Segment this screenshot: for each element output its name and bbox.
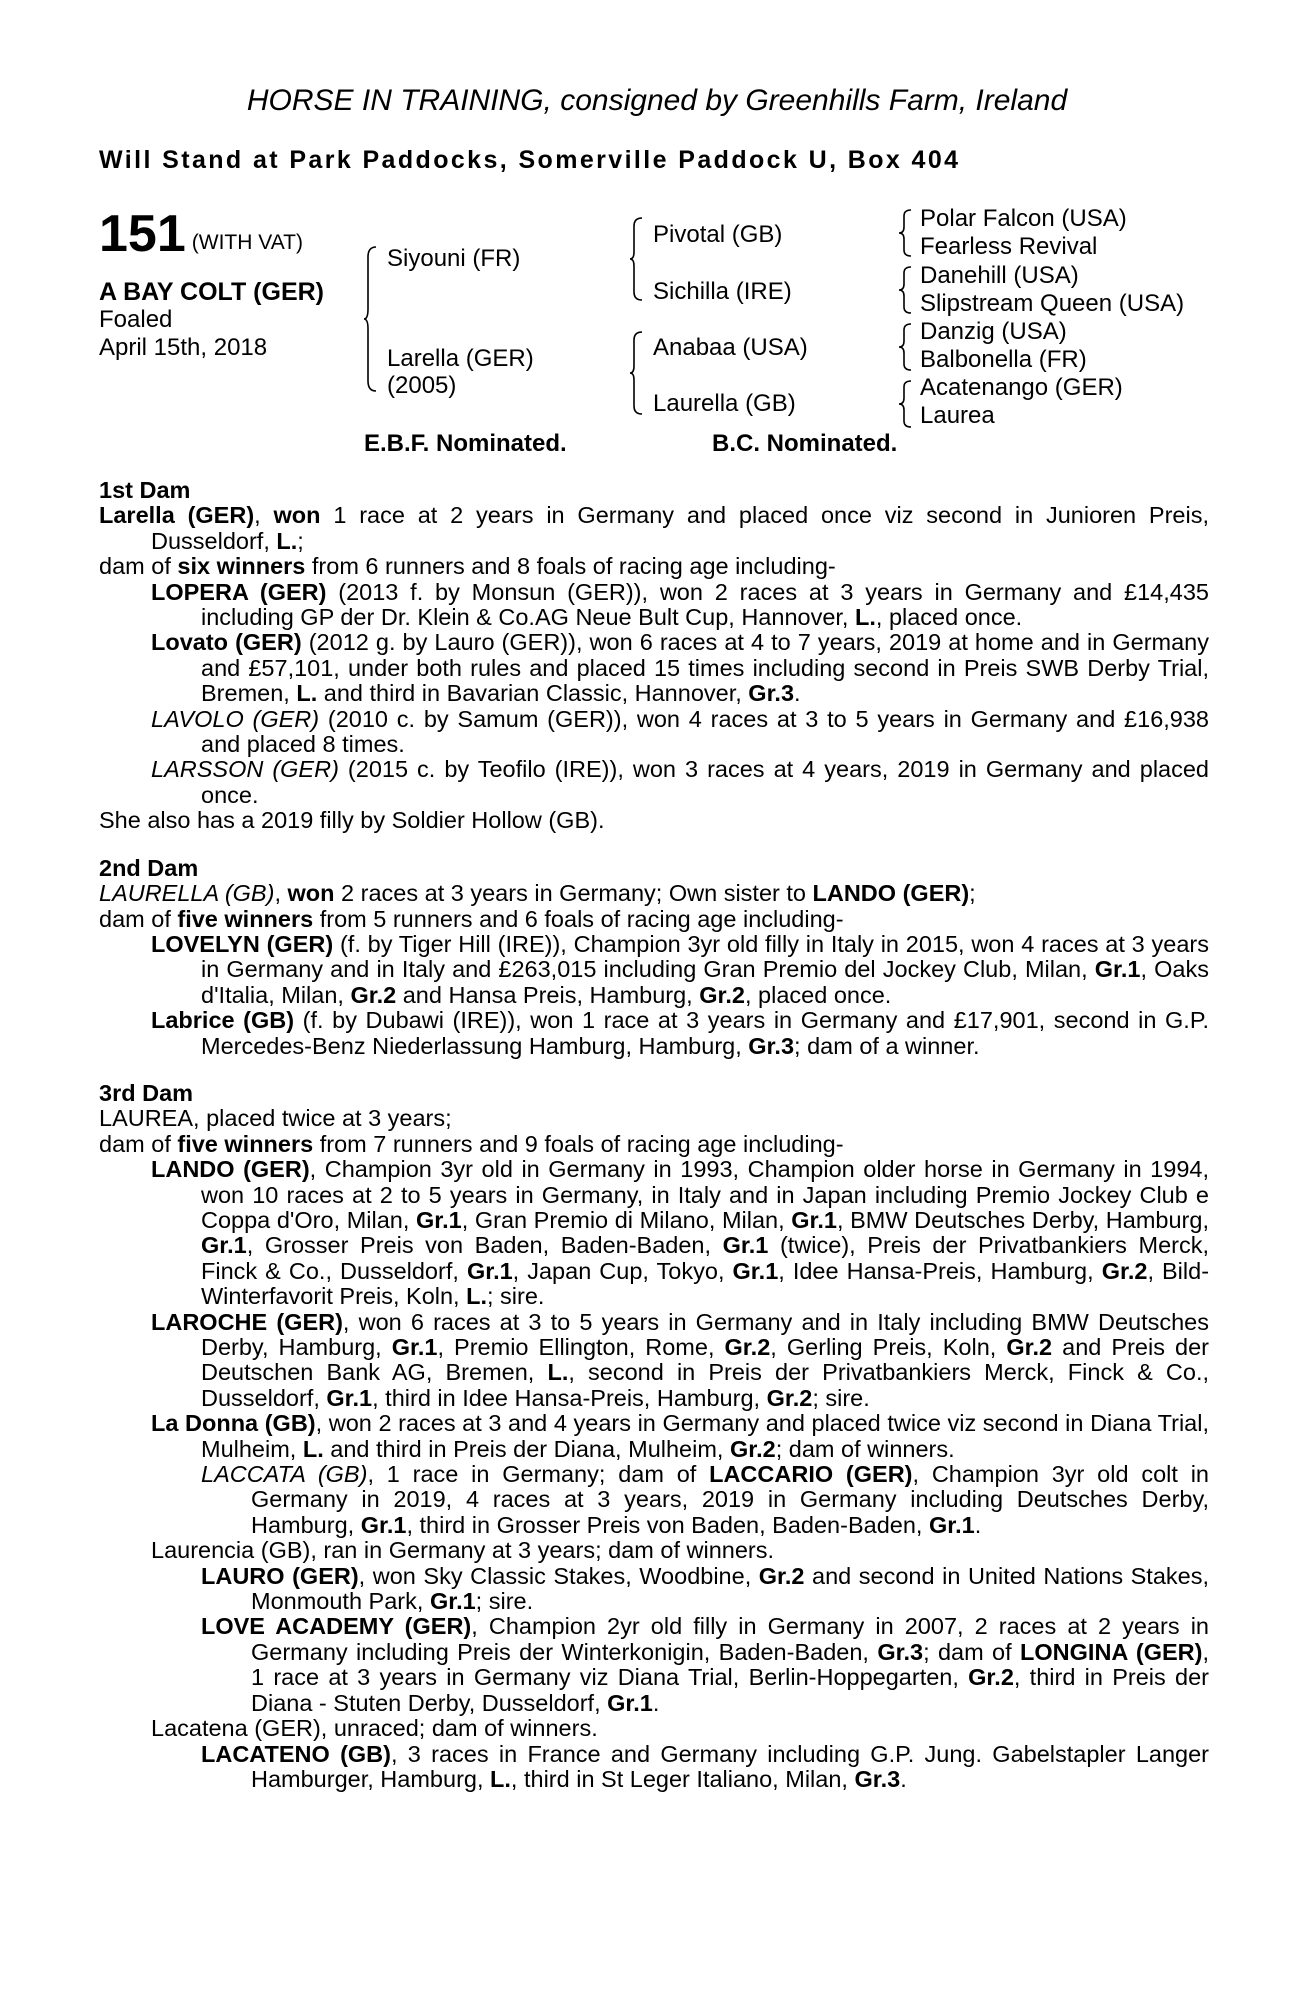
sire-dam-brace: [364, 245, 378, 393]
pedigree-dam: Larella (GER): [387, 345, 534, 372]
pedigree-dam-year: (2005): [387, 372, 457, 399]
produce-lopera: LOPERA (GER) (2013 f. by Monsun (GER)), won 2 races at 3 years in Germany and £14,435 including GP der Dr. Klein & Co.AG Neue Bult Cup, Hannover, L., placed once.: [151, 578, 1209, 631]
pedigree-dsd: Balbonella (FR): [920, 346, 1087, 373]
foaled-date: April 15th, 2018: [99, 334, 268, 361]
produce-larsson: LARSSON (GER) (2015 c. by Teofilo (IRE)), won 3 races at 4 years, 2019 in Germany and placed once.: [151, 756, 1209, 808]
first-dam-produce-intro: dam of six winners from 6 runners and 8 foals of racing age including-: [99, 553, 836, 580]
foaled-label: Foaled: [99, 306, 173, 333]
produce-lavolo: LAVOLO (GER) (2010 c. by Samum (GER)), won 4 races at 3 to 5 years in Germany and £16,938 and placed 8 times.: [151, 705, 1209, 758]
first-dam-paragraph: Larella (GER), won 1 race at 2 years in Germany and placed once viz second in Junioren Preis, Dusseldorf, L.;: [99, 502, 1209, 554]
pedigree-dds: Acatenango (GER): [920, 374, 1123, 401]
pedigree-ssd: Fearless Revival: [920, 233, 1098, 260]
anabaa-brace: [899, 322, 913, 372]
pedigree-ddd: Laurea: [920, 402, 995, 429]
produce-la-donna: La Donna (GB), won 2 races at 3 and 4 years in Germany and placed twice viz second in Diana Trial, Mulheim, L. and third in Preis der Diana, Mulheim, Gr.2; dam of winners.: [151, 1410, 1209, 1462]
produce-lovato: Lovato (GER) (2012 g. by Lauro (GER)), won 6 races at 4 to 7 years, 2019 at home and in Germany and £57,101, under both rules and placed 15 times including second in Preis SWB Derby Trial, Bremen, L. and third in Bavarian Classic, Hannover, Gr.3.: [151, 629, 1210, 707]
lot-number-line: [99, 205, 303, 263]
third-dam-heading: 3rd Dam: [99, 1079, 194, 1106]
sire-parents-brace: [630, 216, 644, 302]
lot-number: 151: [99, 205, 186, 263]
pedigree-sss: Polar Falcon (USA): [920, 205, 1127, 232]
horse-name: A BAY COLT (GER): [99, 278, 325, 306]
dam-parents-brace: [630, 330, 644, 416]
pedigree-sds: Danehill (USA): [920, 262, 1079, 289]
vat-note: (WITH VAT): [191, 230, 303, 254]
produce-lauro: LAURO (GER), won Sky Classic Stakes, Woodbine, Gr.2 and second in United Nations Stakes, Monmouth Park, Gr.1; sire.: [201, 1562, 1210, 1615]
produce-lovelyn: LOVELYN (GER) (f. by Tiger Hill (IRE)), Champion 3yr old filly in Italy in 2015, won 4 races at 3 years in Germany and in Italy and £263,015 including Gran Premio del Jockey Club, Milan, Gr.1, Oaks d'Italia, Milan, Gr.2 and Hansa Preis, Hamburg, Gr.2, placed once.: [151, 930, 1209, 1008]
laurella-brace: [899, 379, 913, 429]
pedigree-dam-dam: Laurella (GB): [653, 390, 796, 417]
second-dam-heading: 2nd Dam: [99, 854, 199, 881]
produce-labrice: Labrice (GB) (f. by Dubawi (IRE)), won 1 race at 3 years in Germany and £17,901, second in G.P. Mercedes-Benz Niederlassung Hamburg, Hamburg, Gr.3; dam of a winner.: [151, 1007, 1209, 1059]
page-title: HORSE IN TRAINING, consigned by Greenhills Farm, Ireland: [246, 84, 1068, 117]
first-dam-note: She also has a 2019 filly by Soldier Hollow (GB).: [99, 807, 605, 834]
produce-laroche: LAROCHE (GER), won 6 races at 3 to 5 years in Germany and in Italy including BMW Deutsches Derby, Hamburg, Gr.1, Premio Ellington, Rome, Gr.2, Gerling Preis, Koln, Gr.2 and Preis der Deutschen Bank AG, Bremen, L., second in Preis der Privatbankiers Merck, Finck & Co., Dusseldorf, Gr.1, third in Idee Hansa-Preis, Hamburg, Gr.2; sire.: [151, 1308, 1210, 1411]
pedigree-sdd: Slipstream Queen (USA): [920, 290, 1185, 317]
pedigree-sire-dam: Sichilla (IRE): [653, 278, 792, 305]
second-dam-produce-intro: dam of five winners from 5 runners and 6 foals of racing age including-: [99, 905, 844, 932]
second-dam-paragraph: LAURELLA (GB), won 2 races at 3 years in Germany; Own sister to LANDO (GER);: [99, 880, 976, 907]
stand-location: Will Stand at Park Paddocks, Somerville Paddock U, Box 404: [99, 146, 961, 174]
produce-laurencia: Laurencia (GB), ran in Germany at 3 years; dam of winners.: [151, 1537, 775, 1564]
pedigree-sire: Siyouni (FR): [387, 245, 521, 272]
produce-laccata: LACCATA (GB), 1 race in Germany; dam of LACCARIO (GER), Champion 3yr old colt in Germany in 2019, 4 races at 3 years, 2019 in Germany including Deutsches Derby, Hamburg, Gr.1, third in Grosser Preis von Baden, Baden-Baden, Gr.1.: [201, 1461, 1209, 1538]
third-dam-paragraph: LAUREA, placed twice at 3 years;: [99, 1105, 452, 1132]
third-dam-produce-intro: dam of five winners from 7 runners and 9 foals of racing age including-: [99, 1130, 844, 1157]
bc-nominated: B.C. Nominated.: [712, 430, 898, 457]
first-dam-heading: 1st Dam: [99, 477, 191, 503]
catalogue-body: [99, 478, 1209, 1792]
produce-love-academy: LOVE ACADEMY (GER), Champion 2yr old filly in Germany in 2007, 2 races at 2 years in Germany including Preis der Winterkonigin, Baden-Baden, Gr.3; dam of LONGINA (GER), 1 race at 3 years in Germany viz Diana Trial, Berlin-Hoppegarten, Gr.2, third in Preis der Diana - Stuten Derby, Dusseldorf, Gr.1.: [201, 1613, 1210, 1716]
produce-lando: LANDO (GER), Champion 3yr old in Germany in 1993, Champion older horse in Germany in 1994, won 10 races at 2 to 5 years in Germany, in Italy and in Japan including Premio Jockey Club e Coppa d'Oro, Milan, Gr.1, Gran Premio di Milano, Milan, Gr.1, BMW Deutsches Derby, Hamburg, Gr.1, Grosser Preis von Baden, Baden-Baden, Gr.1 (twice), Preis der Privatbankiers Merck, Finck & Co., Dusseldorf, Gr.1, Japan Cup, Tokyo, Gr.1, Idee Hansa-Preis, Hamburg, Gr.2, Bild-Winterfavorit Preis, Koln, L.; sire.: [151, 1156, 1210, 1310]
pivotal-brace: [899, 208, 913, 258]
produce-lacateno: LACATENO (GB), 3 races in France and Germany including G.P. Jung. Gabelstapler Langer Hamburger, Hamburg, L., third in St Leger Italiano, Milan, Gr.3.: [201, 1740, 1209, 1792]
pedigree-sire-sire: Pivotal (GB): [653, 221, 783, 248]
produce-lacatena: Lacatena (GER), unraced; dam of winners.: [151, 1715, 598, 1742]
ebf-nominated: E.B.F. Nominated.: [364, 430, 567, 457]
pedigree-dam-sire: Anabaa (USA): [653, 334, 808, 361]
pedigree-dss: Danzig (USA): [920, 318, 1067, 345]
sichilla-brace: [899, 265, 913, 315]
